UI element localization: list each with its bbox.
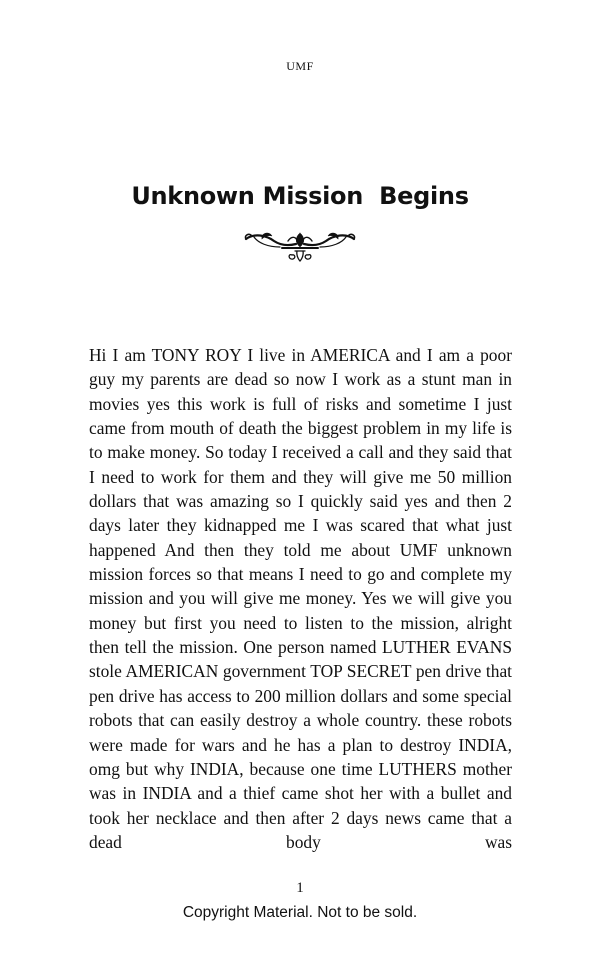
page-number: 1 xyxy=(296,880,304,896)
copyright-notice: Copyright Material. Not to be sold. xyxy=(182,904,418,921)
floral-divider-icon xyxy=(240,227,360,267)
body-paragraph: Hi I am TONY ROY I live in AMERICA and I am a poor guy my parents are dead so now I work as a stunt man in movies yes this work is full of risks and sometime I just came from mouth of death the biggest problem in my life is to make money. So today I received a call and they said that I need to work for them and they will give me 50 million dollars that was amazing so I quickly said yes and then 2 days later they kidnapped me I was scared that what just happened And then they told me about UMF unknown mission forces so that means I need to go and complete my mission and you will give me money. Yes we will give you money but first you need to listen to the mission, alright then tell the mission. One person named LUTHER EVANS stole AMERICAN government TOP SECRET pen drive that pen drive has access to 200 million dollars and some special robots that can easily destroy a whole country. these robots were made for wars and he has a plan to destroy INDIA, omg but why INDIA, because one time LUTHERS mother was in INDIA and a thief came shot her with a bullet and took her necklace and then after 2 days news came that a dead body was xyxy=(89,345,512,852)
chapter-title: Unknown Mission Begins xyxy=(131,182,469,210)
running-header: UMF xyxy=(286,59,314,73)
